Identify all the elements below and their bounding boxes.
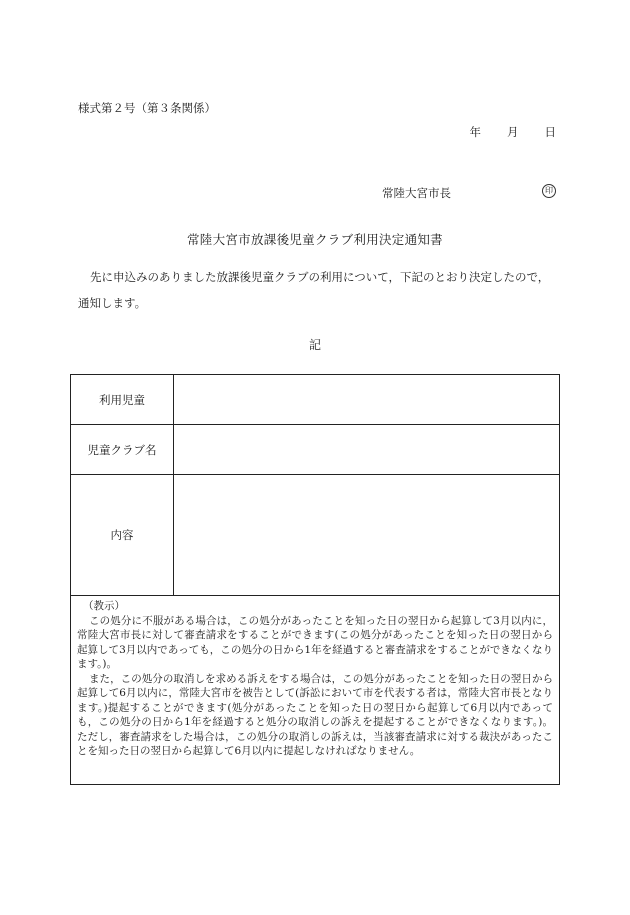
month-label: 月 bbox=[507, 125, 519, 139]
body-text: 先に申込みのありました放課後児童クラブの利用について，下記のとおり決定したので，通知します。 bbox=[78, 270, 550, 310]
ki-heading: 記 bbox=[308, 338, 321, 352]
notice-paragraph: この処分に不服がある場合は，この処分があったことを知った日の翌日から起算して3月以内に，常陸大宮市長に対して審査請求をすることができます(この処分があったことを知った日の翌日から起算して3月以内であっても，この処分の日から1年を経過すると審査請求をすることができなくなります。)。 bbox=[77, 614, 553, 670]
date-line bbox=[470, 124, 557, 140]
seal-mark: 印 bbox=[542, 184, 556, 198]
value-club-name[interactable] bbox=[174, 425, 559, 474]
label-content: 内容 bbox=[110, 528, 134, 542]
day-label: 日 bbox=[544, 125, 556, 139]
value-child[interactable] bbox=[174, 375, 559, 424]
year-label: 年 bbox=[469, 125, 481, 139]
form-number: 様式第２号（第３条関係） bbox=[78, 101, 216, 115]
document-title: 常陸大宮市放課後児童クラブ利用決定通知書 bbox=[186, 232, 443, 247]
form-table bbox=[70, 374, 560, 785]
label-club-name: 児童クラブ名 bbox=[87, 442, 157, 457]
notice-paragraph: また，この処分の取消しを求める訴えをする場合は，この処分があったことを知った日の翌日から起算して6月以内に，常陸大宮市を被告として(訴訟において市を代表する者は，常陸大宮市長となります。)提起することができます(処分があったことを知った日の翌日から起算して6月以内であっても，この処分の日から1年を経過すると処分の取消しの訴えを提起することができなくなります。)。ただし，審査請求をした場合は，この処分の取消しの訴えは，当該審査請求に対する裁決があったことを知った日の翌日から起算して6月以内に提起しなければなりません。 bbox=[77, 672, 553, 757]
notice-heading: （教示） bbox=[83, 600, 125, 612]
value-content[interactable] bbox=[174, 475, 559, 595]
sender-name: 常陸大宮市長 bbox=[382, 186, 451, 200]
row-divider bbox=[71, 595, 559, 596]
label-child: 利用児童 bbox=[99, 392, 145, 407]
notice-section bbox=[77, 599, 553, 759]
